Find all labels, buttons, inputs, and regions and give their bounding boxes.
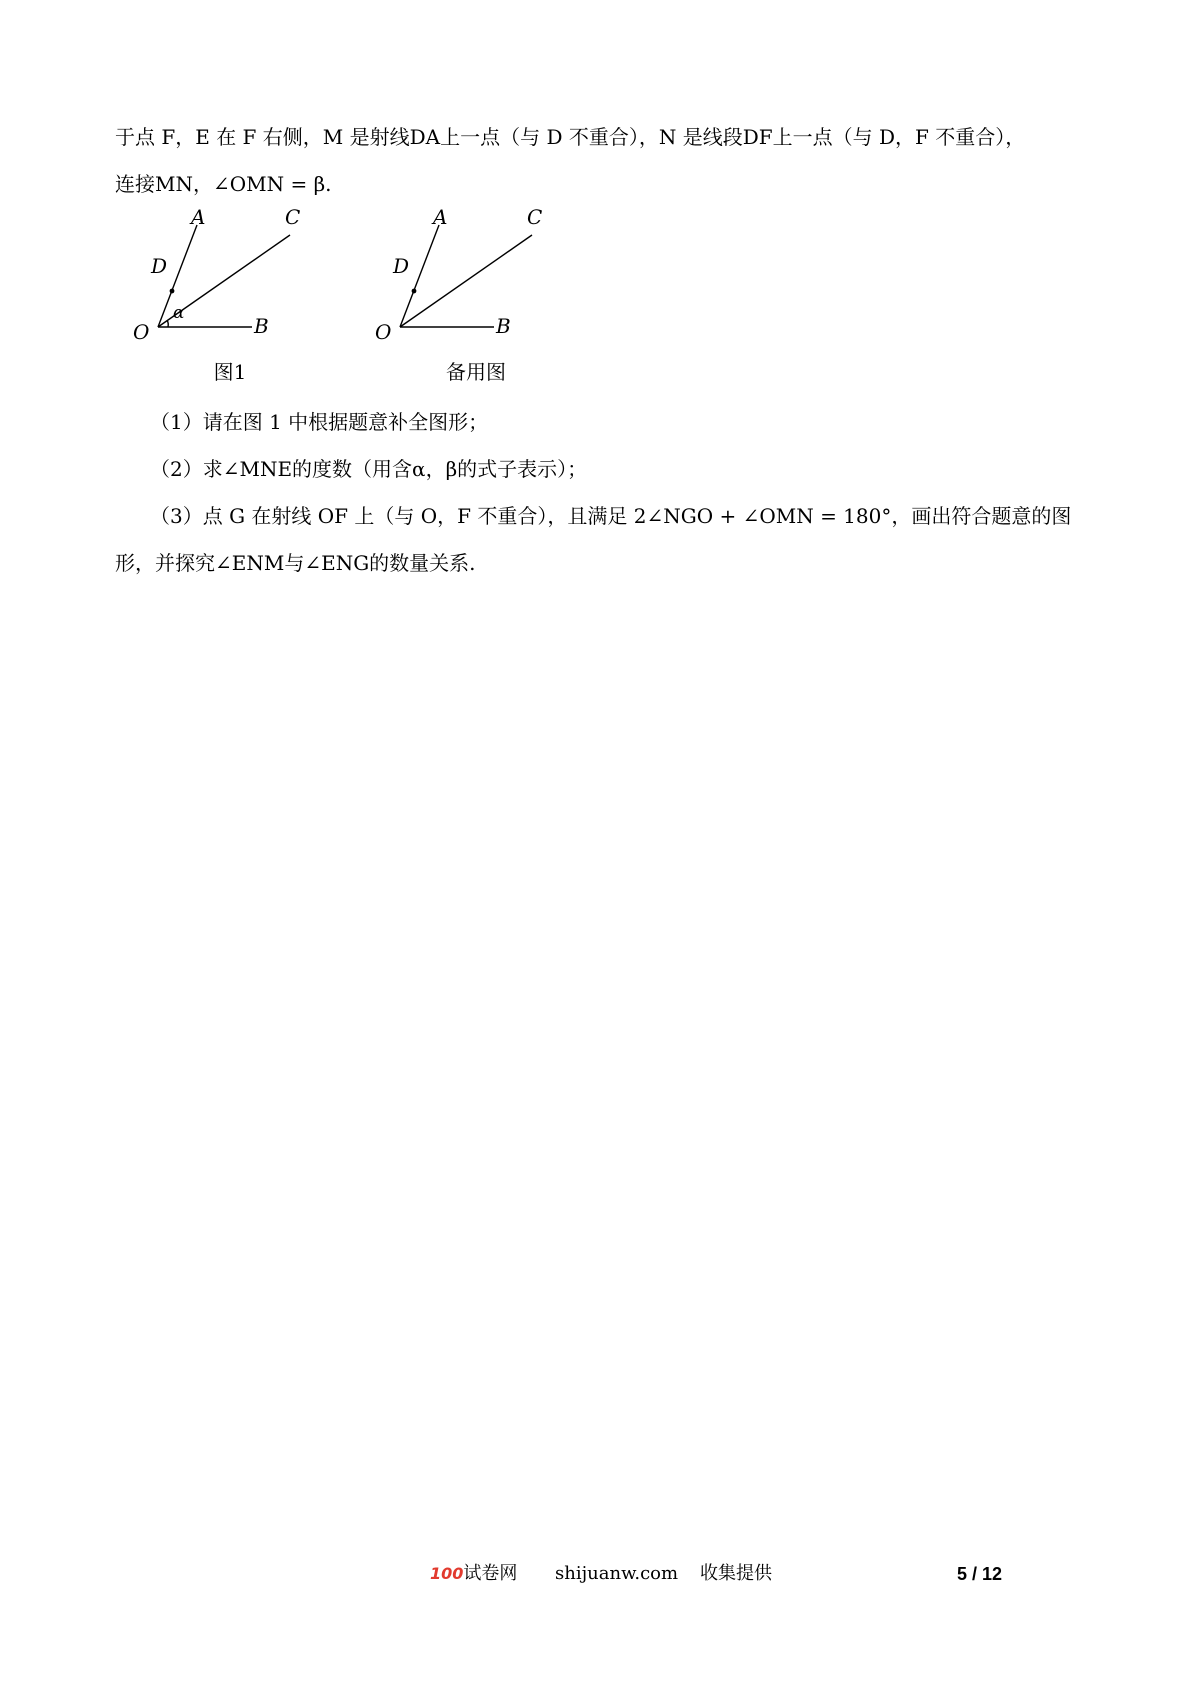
label-o: O xyxy=(375,320,392,344)
label-b: B xyxy=(254,314,269,338)
label-b: B xyxy=(496,314,511,338)
text-line-2: 连接MN，∠OMN = β. xyxy=(115,172,332,196)
footer-logo xyxy=(430,1562,517,1586)
label-d: D xyxy=(393,254,410,278)
question-3-line-1: （3）点 G 在射线 OF 上（与 O，F 不重合），且满足 2∠NGO + ∠OMN = 180°，画出符合题意的图 xyxy=(150,504,1072,528)
logo-icon: 100 xyxy=(430,1564,464,1583)
label-d: D xyxy=(151,254,168,278)
question-1: （1）请在图 1 中根据题意补全图形； xyxy=(150,410,489,434)
figure-1-caption: 图1 xyxy=(213,360,247,384)
figure-spare xyxy=(372,205,572,355)
label-c: C xyxy=(527,205,543,229)
figure-spare-caption: 备用图 xyxy=(446,360,506,384)
angle-arc xyxy=(167,320,168,327)
question-3-line-2: 形，并探究∠ENM与∠ENG的数量关系. xyxy=(115,551,476,575)
label-o: O xyxy=(133,320,150,344)
label-a: A xyxy=(191,205,206,229)
text-line-1: 于点 F，E 在 F 右侧，M 是射线DA上一点（与 D 不重合），N 是线段DF上一点（与 D，F 不重合）， xyxy=(115,125,1026,149)
footer-credit: 收集提供 xyxy=(700,1563,772,1584)
figure-1 xyxy=(130,205,330,355)
ray-oc xyxy=(400,235,532,327)
label-alpha: α xyxy=(173,303,185,323)
label-a: A xyxy=(433,205,448,229)
footer-site: shijuanw.com xyxy=(555,1563,679,1584)
label-c: C xyxy=(285,205,301,229)
point-d xyxy=(170,289,175,294)
page-number: 5 / 12 xyxy=(957,1564,1003,1584)
logo-text: 试卷网 xyxy=(463,1563,518,1584)
question-2: （2）求∠MNE的度数（用含α，β的式子表示）； xyxy=(150,457,588,481)
point-d xyxy=(412,289,417,294)
